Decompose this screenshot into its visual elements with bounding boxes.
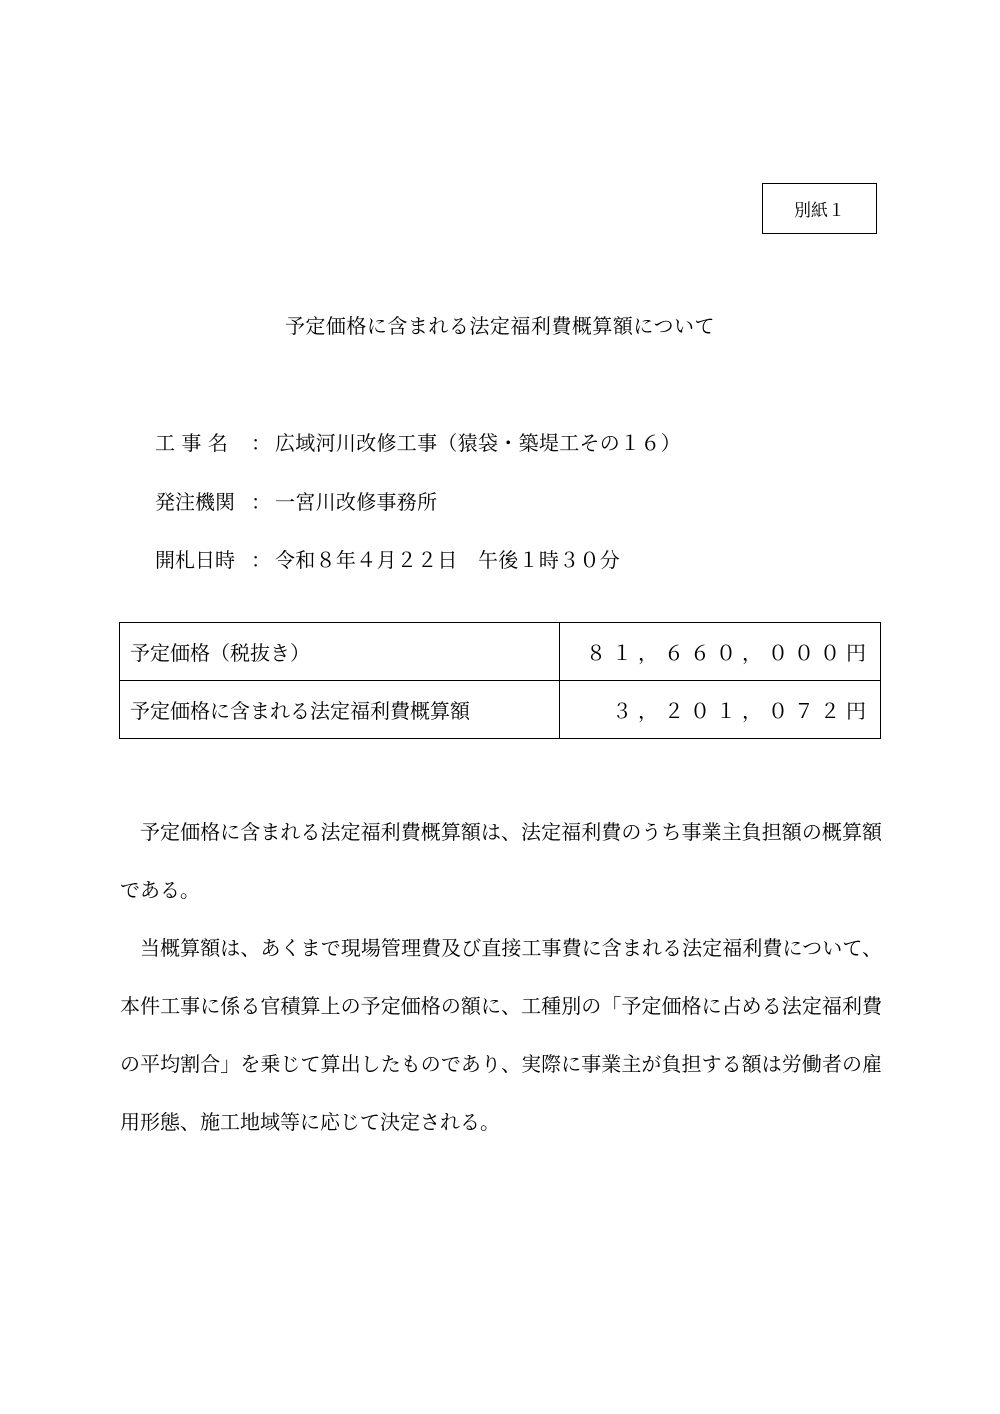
table-row — [120, 623, 881, 681]
document-title: 予定価格に含まれる法定福利費概算額について — [284, 314, 716, 338]
attachment-label-box — [762, 183, 877, 234]
paragraph: 予定価格に含まれる法定福利費概算額は、法定福利費のうち事業主負担額の概算額である。 — [120, 820, 882, 902]
attachment-label: 別紙１ — [794, 201, 845, 221]
project-name-label: 工 事 名 — [155, 431, 228, 455]
paragraph: 当概算額は、あくまで現場管理費及び直接工事費に含まれる法定福利費について、本件工事に係る官積算上の予定価格の額に、工種別の「予定価格に占める法定福利費の平均割合」を乗じて算出したものであり、実際に事業主が負担する額は労働者の雇用形態、施工地域等に応じて決定される。 — [120, 936, 882, 1134]
bid-opening-label: 開札日時 — [155, 548, 235, 572]
body-text — [120, 803, 882, 1151]
project-name-value: 広域河川改修工事（猿袋・築堤工その１６） — [275, 431, 681, 455]
bid-opening-separator: ： — [251, 548, 271, 572]
price-table — [119, 622, 881, 739]
ordering-office-value: 一宮川改修事務所 — [275, 490, 438, 514]
bid-opening-row — [155, 545, 620, 575]
table-cell-amount: ８１，６６０，０００円 — [560, 623, 881, 681]
table-cell-label: 予定価格（税抜き） — [120, 623, 560, 681]
project-name-separator: ： — [251, 431, 271, 455]
table-cell-label: 予定価格に含まれる法定福利費概算額 — [120, 681, 560, 739]
table-cell-amount: ３，２０１，０７２円 — [560, 681, 881, 739]
project-name-row — [155, 428, 681, 458]
bid-opening-value: 令和８年４月２２日 午後１時３０分 — [275, 548, 621, 572]
ordering-office-separator: ： — [251, 490, 271, 514]
table-row — [120, 681, 881, 739]
ordering-office-label: 発注機関 — [155, 490, 235, 514]
ordering-office-row — [155, 487, 437, 517]
